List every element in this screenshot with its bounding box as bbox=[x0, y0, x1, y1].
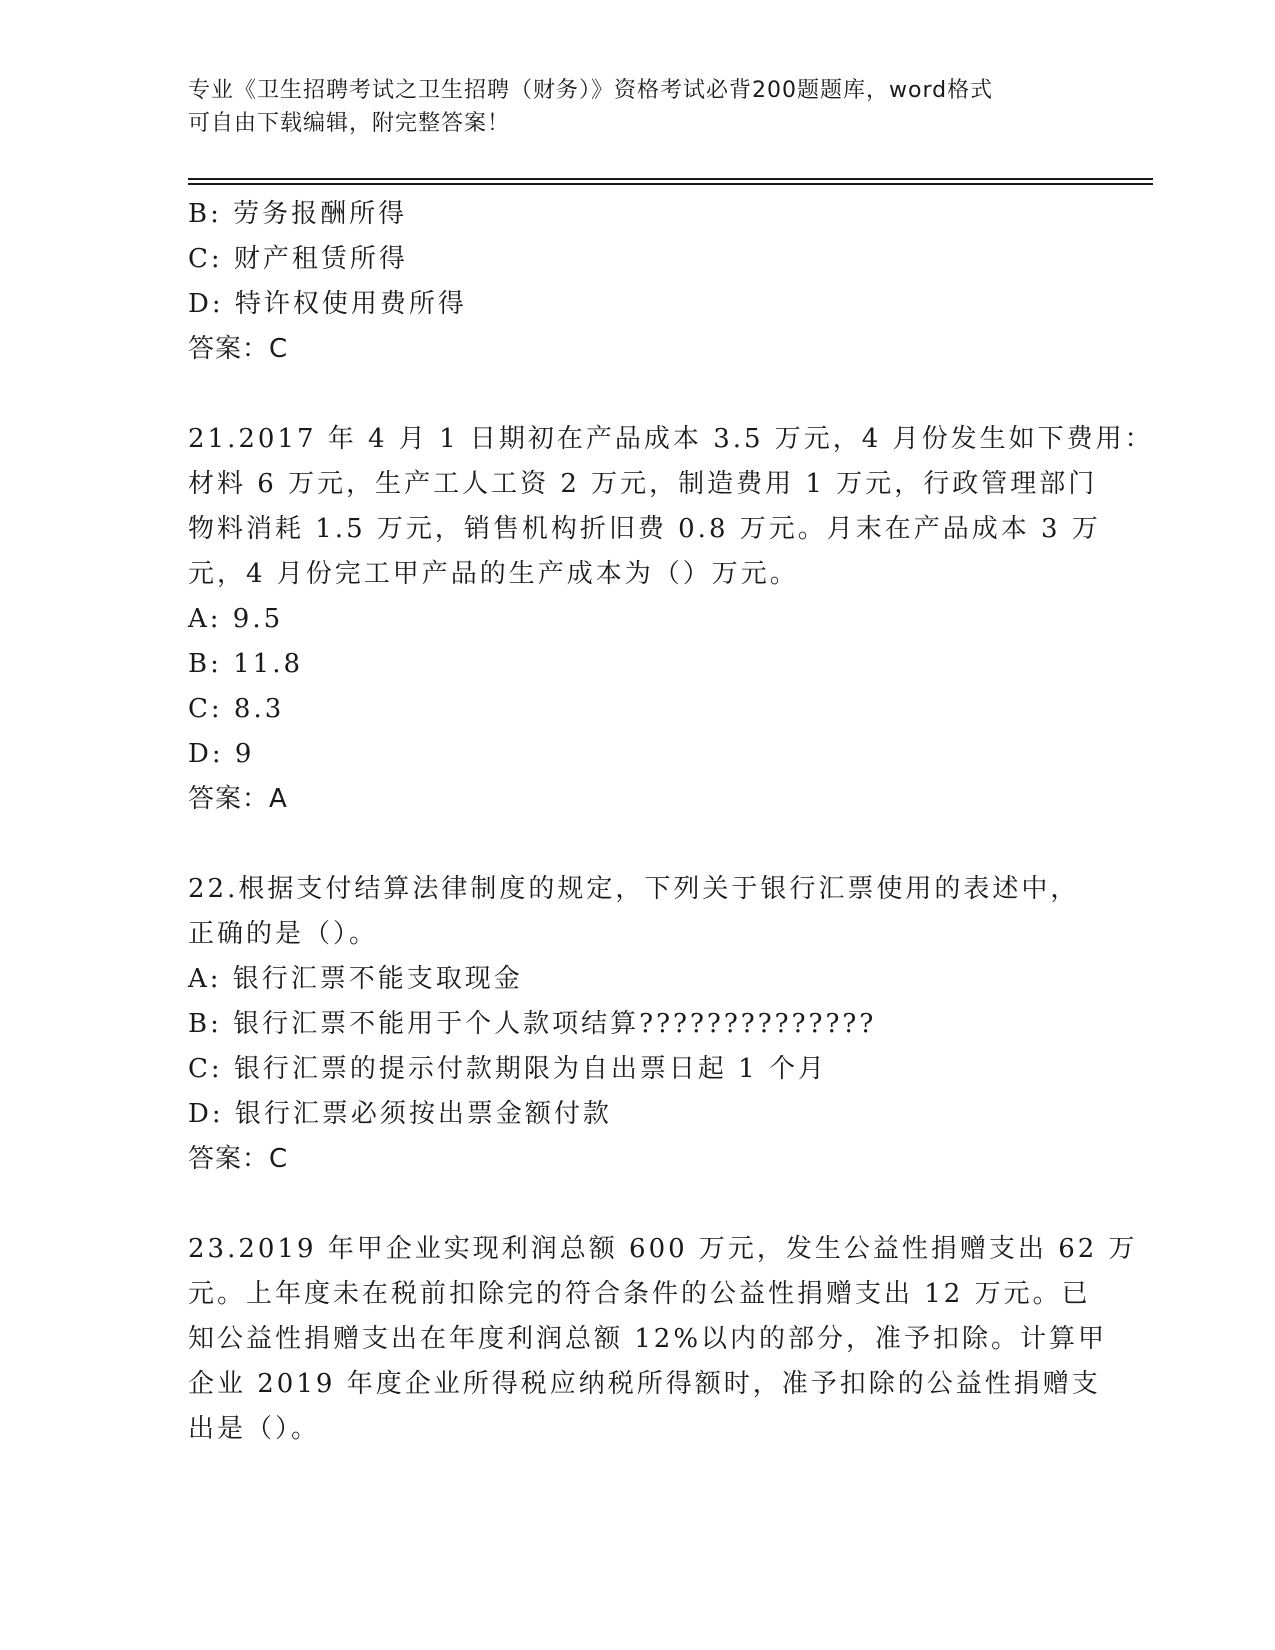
question-stem-line: 元，4 月份完工甲产品的生产成本为（）万元。 bbox=[188, 559, 799, 589]
option-b: B: 劳务报酬所得 bbox=[188, 199, 408, 229]
option-d: D: 特许权使用费所得 bbox=[188, 289, 467, 319]
header-divider-top bbox=[188, 178, 1153, 180]
question-stem-line: 23.2019 年甲企业实现利润总额 600 万元，发生公益性捐赠支出 62 万 bbox=[188, 1234, 1138, 1264]
question-stem-line: 企业 2019 年度企业所得税应纳税所得额时，准予扣除的公益性捐赠支 bbox=[188, 1369, 1101, 1399]
option-b: B: 银行汇票不能用于个人款项结算?????????????? bbox=[188, 1009, 877, 1039]
answer-line: 答案：A bbox=[188, 784, 288, 814]
question-21 bbox=[188, 417, 1154, 822]
question-stem-line: 材料 6 万元，生产工人工资 2 万元，制造费用 1 万元，行政管理部门 bbox=[188, 469, 1098, 499]
option-c: C: 8.3 bbox=[188, 694, 285, 724]
option-a: A: 9.5 bbox=[188, 604, 284, 634]
option-d: D: 银行汇票必须按出票金额付款 bbox=[188, 1099, 612, 1129]
question-23 bbox=[188, 1227, 1138, 1452]
question-stem-line: 21.2017 年 4 月 1 日期初在产品成本 3.5 万元，4 月份发生如下费用： bbox=[188, 424, 1154, 454]
header-title-line-1: 专业《卫生招聘考试之卫生招聘（财务）》资格考试必背200题题库，word格式 bbox=[188, 78, 994, 103]
question-stem-line: 正确的是（）。 bbox=[188, 919, 379, 949]
page-header bbox=[188, 74, 1068, 140]
question-stem-line: 知公益性捐赠支出在年度利润总额 12%以内的部分，准予扣除。计算甲 bbox=[188, 1324, 1108, 1354]
header-title-line-2: 可自由下载编辑，附完整答案！ bbox=[188, 111, 511, 136]
option-b: B: 11.8 bbox=[188, 649, 304, 679]
document-body bbox=[188, 192, 1154, 1452]
option-d: D: 9 bbox=[188, 739, 255, 769]
answer-line: 答案：C bbox=[188, 334, 289, 364]
question-20-continuation bbox=[188, 192, 1088, 372]
answer-line: 答案：C bbox=[188, 1144, 289, 1174]
option-a: A: 银行汇票不能支取现金 bbox=[188, 964, 523, 994]
question-stem-line: 物料消耗 1.5 万元，销售机构折旧费 0.8 万元。月末在产品成本 3 万 bbox=[188, 514, 1101, 544]
question-22 bbox=[188, 867, 1088, 1182]
question-stem-line: 元。上年度未在税前扣除完的符合条件的公益性捐赠支出 12 万元。已 bbox=[188, 1279, 1091, 1309]
option-c: C: 银行汇票的提示付款期限为自出票日起 1 个月 bbox=[188, 1054, 827, 1084]
header-divider-bottom bbox=[188, 183, 1153, 185]
question-stem-line: 22.根据支付结算法律制度的规定，下列关于银行汇票使用的表述中， bbox=[188, 874, 1080, 904]
option-c: C: 财产租赁所得 bbox=[188, 244, 408, 274]
question-stem-line: 出是（）。 bbox=[188, 1414, 321, 1444]
